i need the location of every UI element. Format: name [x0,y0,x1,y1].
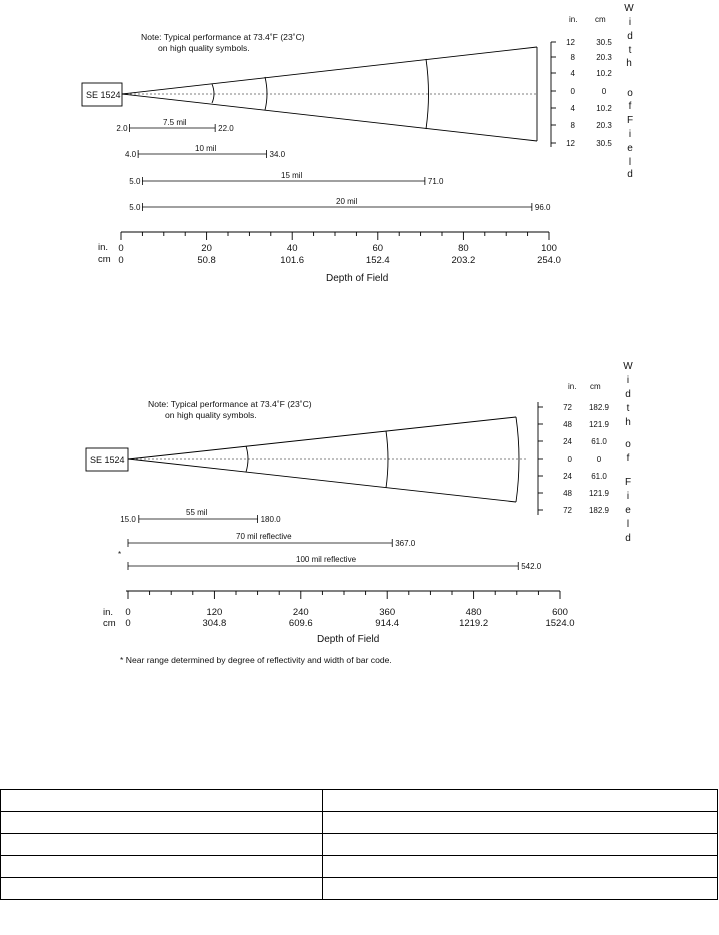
axis-in-label: 240 [292,607,309,618]
axis-in-label: 100 [541,243,557,254]
width-in-value: 24 [563,437,572,446]
width-cm-value: 121.9 [588,489,610,498]
axis-cm-label: 203.2 [451,255,476,266]
axis-in-label: 60 [372,243,384,254]
width-cm-value: 10.2 [596,104,612,113]
axis-cm-label: 914.4 [375,618,400,629]
table-cell [323,790,718,812]
spec-table [0,789,718,900]
width-title-letter: i [626,375,630,386]
width-unit-cm: cm [590,382,601,391]
near-range-asterisk: * [118,550,122,559]
width-unit-cm: cm [595,15,606,24]
width-in-value: 4 [570,104,575,113]
width-title-letter: d [627,31,633,42]
width-title-letter: d [625,533,631,544]
width-in-value: 8 [570,53,575,62]
axis-cm-label: 0 [118,255,124,266]
range-near-value: 15.0 [120,515,136,524]
table-row [1,834,718,856]
decode-zone-diagram-2 [0,355,719,675]
table-cell [323,878,718,900]
note-line-1: Note: Typical performance at 73.4˚F (23˚C) [148,399,312,409]
note-line-2: on high quality symbols. [165,410,257,420]
range-near-value: 2.0 [116,124,128,133]
width-title-letter: d [625,389,631,400]
width-title-letter: i [628,17,632,28]
width-title-letter: t [628,45,632,56]
width-in-value: 72 [563,403,572,412]
width-title-letter: o [625,439,631,450]
axis-unit-cm: cm [98,254,111,265]
scanner-label: SE 1524 [90,455,125,465]
table-row [1,812,718,834]
table-row [1,790,718,812]
axis-unit-in: in. [103,607,114,618]
table-cell [1,856,323,878]
axis-in-label: 360 [379,607,396,618]
width-title-letter: W [624,3,634,14]
width-in-value: 0 [567,455,572,464]
width-title-letter: f [628,101,632,112]
width-title-letter: f [626,453,630,464]
axis-title: Depth of Field [317,634,380,645]
axis-unit-in: in. [98,242,109,253]
width-in-value: 48 [563,489,572,498]
range-label: 100 mil reflective [296,555,357,564]
table-cell [1,834,323,856]
width-cm-value: 30.5 [596,38,612,47]
range-far-value: 96.0 [534,203,551,212]
width-in-value: 8 [570,121,575,130]
width-title-letter: l [628,157,632,168]
table-cell [323,834,718,856]
width-in-value: 12 [566,139,575,148]
axis-cm-label: 609.6 [288,618,313,629]
range-far-value: 542.0 [521,562,542,571]
axis-cm-label: 254.0 [537,255,561,266]
range-far-value: 34.0 [269,150,286,159]
width-title-letter: i [628,129,632,140]
range-label: 20 mil [336,197,358,206]
width-title-letter: W [623,361,633,372]
width-cm-value: 20.3 [596,121,612,130]
width-cm-value: 0 [601,87,607,96]
axis-cm-label: 101.6 [280,255,305,266]
axis-cm-label: 1219.2 [459,618,489,629]
axis-in-label: 40 [286,243,298,254]
width-title-letter: i [626,491,630,502]
width-in-value: 72 [563,506,572,515]
range-near-value: 5.0 [129,177,141,186]
table-row [1,856,718,878]
width-in-value: 48 [563,420,572,429]
width-cm-value: 10.2 [596,69,612,78]
width-cm-value: 121.9 [588,420,610,429]
width-unit-in: in. [569,15,578,24]
note-line-2: on high quality symbols. [158,43,250,53]
width-cm-value: 20.3 [596,53,612,62]
axis-cm-label: 152.4 [365,255,390,266]
note-line-1: Note: Typical performance at 73.4˚F (23˚C) [141,32,305,42]
width-title-letter: h [625,417,631,428]
axis-in-label: 20 [201,243,212,254]
table-cell [323,812,718,834]
table-cell [1,812,323,834]
table-cell [1,878,323,900]
range-label: 70 mil reflective [236,532,292,541]
axis-cm-label: 304.8 [202,618,227,629]
axis-title: Depth of Field [326,273,389,284]
width-in-value: 24 [563,472,572,481]
axis-in-label: 600 [552,607,568,618]
table-cell [1,790,323,812]
axis-cm-label: 0 [125,618,131,629]
decode-zone-diagram-1 [0,0,719,300]
range-near-value: 5.0 [129,203,141,212]
axis-cm-label: 50.8 [197,255,216,266]
range-far-value: 22.0 [218,124,234,133]
width-title-letter: h [626,58,632,69]
table-cell [323,856,718,878]
width-title-letter: l [626,519,630,530]
width-cm-value: 182.9 [588,403,610,412]
width-cm-value: 30.5 [596,139,612,148]
width-title-letter: e [625,505,631,516]
range-far-value: 367.0 [395,539,416,548]
width-cm-value: 61.0 [591,472,607,481]
width-in-value: 4 [570,69,575,78]
range-far-value: 71.0 [427,177,444,186]
width-cm-value: 182.9 [588,506,610,515]
width-title-letter: F [624,477,632,488]
width-in-value: 12 [566,38,575,47]
table-row [1,878,718,900]
axis-in-label: 120 [206,607,223,618]
axis-in-label: 0 [125,607,131,618]
width-title-letter: d [627,169,633,180]
width-in-value: 0 [570,87,575,96]
width-title-letter: e [627,143,633,154]
footnote: * Near range determined by degree of reflectivity and width of bar code. [120,655,392,665]
axis-in-label: 80 [458,243,469,254]
axis-in-label: 480 [465,607,482,618]
range-label: 15 mil [281,171,303,180]
width-title-letter: F [626,115,634,126]
axis-unit-cm: cm [103,618,116,629]
range-near-value: 4.0 [124,150,137,159]
width-unit-in: in. [568,382,577,391]
width-title-letter: o [627,88,633,99]
range-label: 10 mil [195,144,217,153]
width-title-letter: t [626,403,630,414]
axis-cm-label: 1524.0 [545,618,575,629]
range-far-value: 180.0 [260,515,281,524]
width-cm-value: 0 [596,455,602,464]
range-label: 55 mil [186,508,208,517]
width-cm-value: 61.0 [591,437,607,446]
scanner-label: SE 1524 [86,90,121,100]
range-label: 7.5 mil [163,118,187,127]
axis-in-label: 0 [118,243,124,254]
